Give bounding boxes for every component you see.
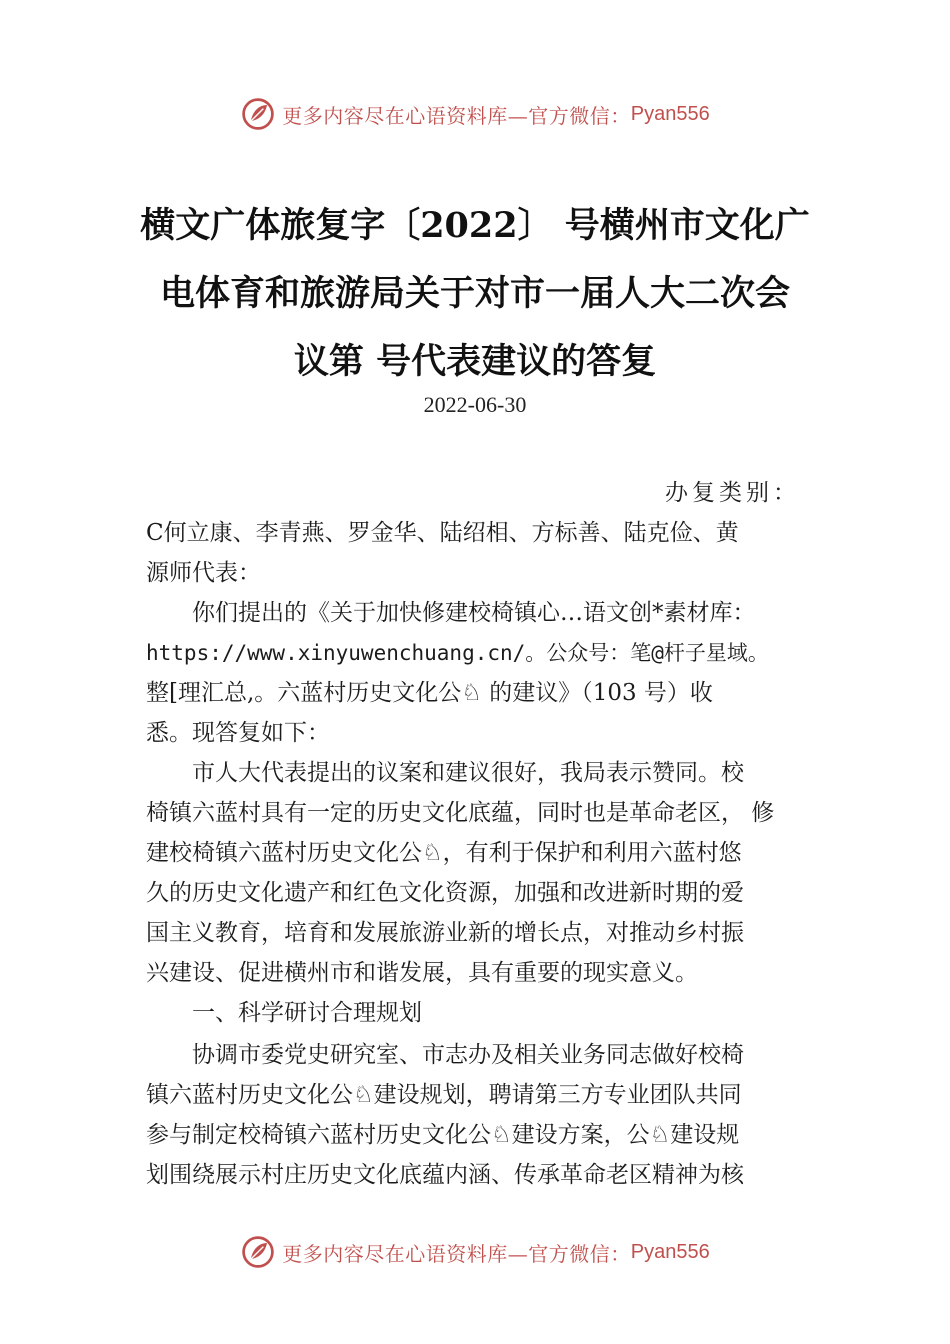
watermark-wechat-id: Pyan556 <box>630 102 710 125</box>
section-heading: 一、科学研讨合理规划 <box>146 1000 422 1026</box>
body-line: 建校椅镇六蓝村历史文化公♘，有利于保护和利用六蓝村悠 <box>146 840 742 866</box>
body-line-url: https://www.xinyuwenchuang.cn/。公众号：笔@杆子星域。 <box>146 641 769 665</box>
watermark-banner-top <box>0 94 950 134</box>
document-title-line-2: 电体育和旅游局关于对市一届人大二次会 <box>159 273 790 314</box>
body-line: 参与制定校椅镇六蓝村历史文化公♘建设方案，公♘建设规 <box>146 1122 740 1148</box>
document-date: 2022-06-30 <box>423 392 527 417</box>
body-line: 兴建设、促进横州市和谐发展，具有重要的现实意义。 <box>146 960 698 986</box>
leaf-seal-icon <box>240 96 276 132</box>
body-line: 椅镇六蓝村具有一定的历史文化底蕴，同时也是革命老区， 修 <box>146 800 775 826</box>
body-line: 市人大代表提出的议案和建议很好，我局表示赞同。校 <box>146 760 744 786</box>
body-line: 你们提出的《关于加快修建校椅镇心…语文创*素材库： <box>146 600 756 626</box>
watermark-site-text: 更多内容尽在心语资料库—官方微信： <box>282 1241 631 1266</box>
body-line: 久的历史文化遗产和红色文化资源，加强和改进新时期的爱 <box>146 880 744 906</box>
watermark-wechat-id: Pyan556 <box>630 1240 710 1263</box>
body-line: 悉。现答复如下： <box>146 720 330 746</box>
body-line: 国主义教育，培育和发展旅游业新的增长点，对推动乡村振 <box>146 920 744 946</box>
body-line: 划围绕展示村庄历史文化底蕴内涵、传承革命老区精神为核 <box>146 1162 744 1188</box>
watermark-banner-bottom <box>0 1232 950 1272</box>
body-line: 源师代表： <box>146 560 261 586</box>
body-line: 镇六蓝村历史文化公♘建设规划，聘请第三方专业团队共同 <box>146 1082 742 1108</box>
handling-category: 办复类别： <box>665 480 800 506</box>
body-line: 协调市委党史研究室、市志办及相关业务同志做好校椅 <box>146 1042 744 1068</box>
leaf-seal-icon <box>240 1234 276 1270</box>
document-title-line-3: 议第 号代表建议的答复 <box>293 341 657 382</box>
watermark-site-text: 更多内容尽在心语资料库—官方微信： <box>282 103 631 128</box>
document-title-line-1: 横文广体旅复字〔2022〕 号横州市文化广 <box>140 205 810 246</box>
body-line: C何立康、李青燕、罗金华、陆绍相、方标善、陆克俭、黄 <box>146 520 739 546</box>
body-line: 整[理汇总,。六蓝村历史文化公♘ 的建议》（103 号）收 <box>146 680 713 706</box>
